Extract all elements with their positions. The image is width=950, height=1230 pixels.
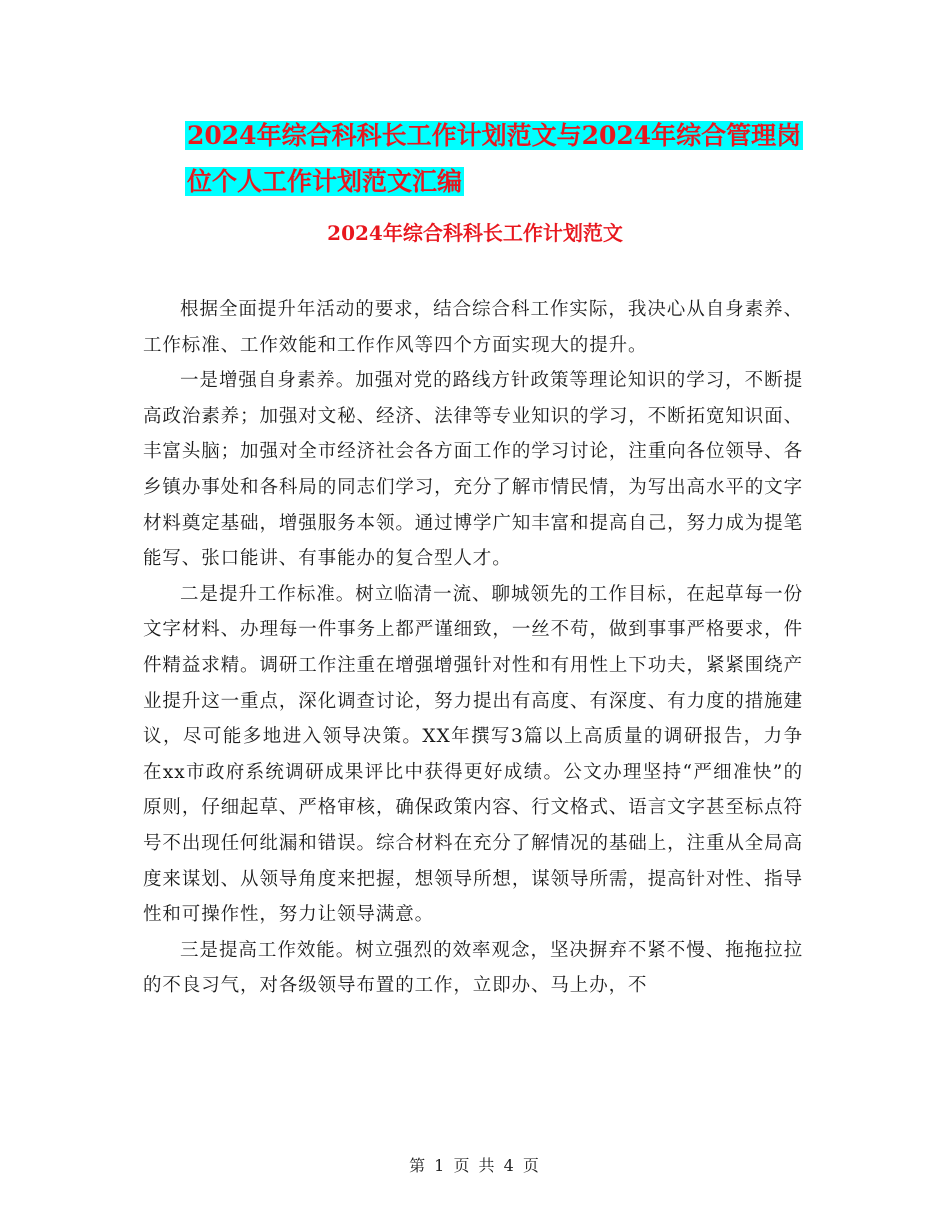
paragraph-intro: 根据全面提升年活动的要求，结合综合科工作实际，我决心从自身素养、工作标准、工作效能和工作作风等四个方面实现大的提升。: [143, 299, 803, 356]
document-title: [185, 113, 815, 205]
document-title-line-1: 2024年综合科科长工作计划范文与2024年综合管理岗: [187, 121, 802, 150]
section-heading: 2024年综合科科长工作计划范文: [327, 221, 623, 245]
document-title-line-2: 位个人工作计划范文汇编: [187, 167, 463, 196]
page-footer: 第 1 页 共 4 页: [409, 1156, 541, 1175]
paragraph-work-standard: 二是提升工作标准。树立临清一流、聊城领先的工作目标，在起草每一份文字材料、办理每一件事务上都严谨细致，一丝不苟，做到事事严格要求，件件精益求精。调研工作注重在增强增强针对性和有用性上下功夫，紧紧围绕产业提升这一重点，深化调查讨论，努力提出有高度、有深度、有力度的措施建议，尽可能多地进入领导决策。XX年撰写3篇以上高质量的调研报告，力争在xx市政府系统调研成果评比中获得更好成绩。公文办理坚持“严细准快”的原则，仔细起草、严格审核，确保政策内容、行文格式、语言文字甚至标点符号不出现任何纰漏和错误。综合材料在充分了解情况的基础上，注重从全局高度来谋划、从领导角度来把握，想领导所想，谋领导所需，提高针对性、指导性和可操作性，努力让领导满意。: [143, 583, 803, 926]
paragraph-self-quality: 一是增强自身素养。加强对党的路线方针政策等理论知识的学习，不断提高政治素养；加强对文秘、经济、法律等专业知识的学习，不断拓宽知识面、丰富头脑；加强对全市经济社会各方面工作的学习讨论，注重向各位领导、各乡镇办事处和各科局的同志们学习，充分了解市情民情，为写出高水平的文字材料奠定基础，增强服务本领。通过博学广知丰富和提高自己，努力成为提笔能写、张口能讲、有事能办的复合型人才。: [143, 370, 803, 570]
paragraph-work-efficiency: 三是提高工作效能。树立强烈的效率观念，坚决摒弃不紧不慢、拖拖拉拉的不良习气，对各级领导布置的工作，立即办、马上办，不: [143, 939, 803, 997]
body-text: [143, 292, 803, 1004]
